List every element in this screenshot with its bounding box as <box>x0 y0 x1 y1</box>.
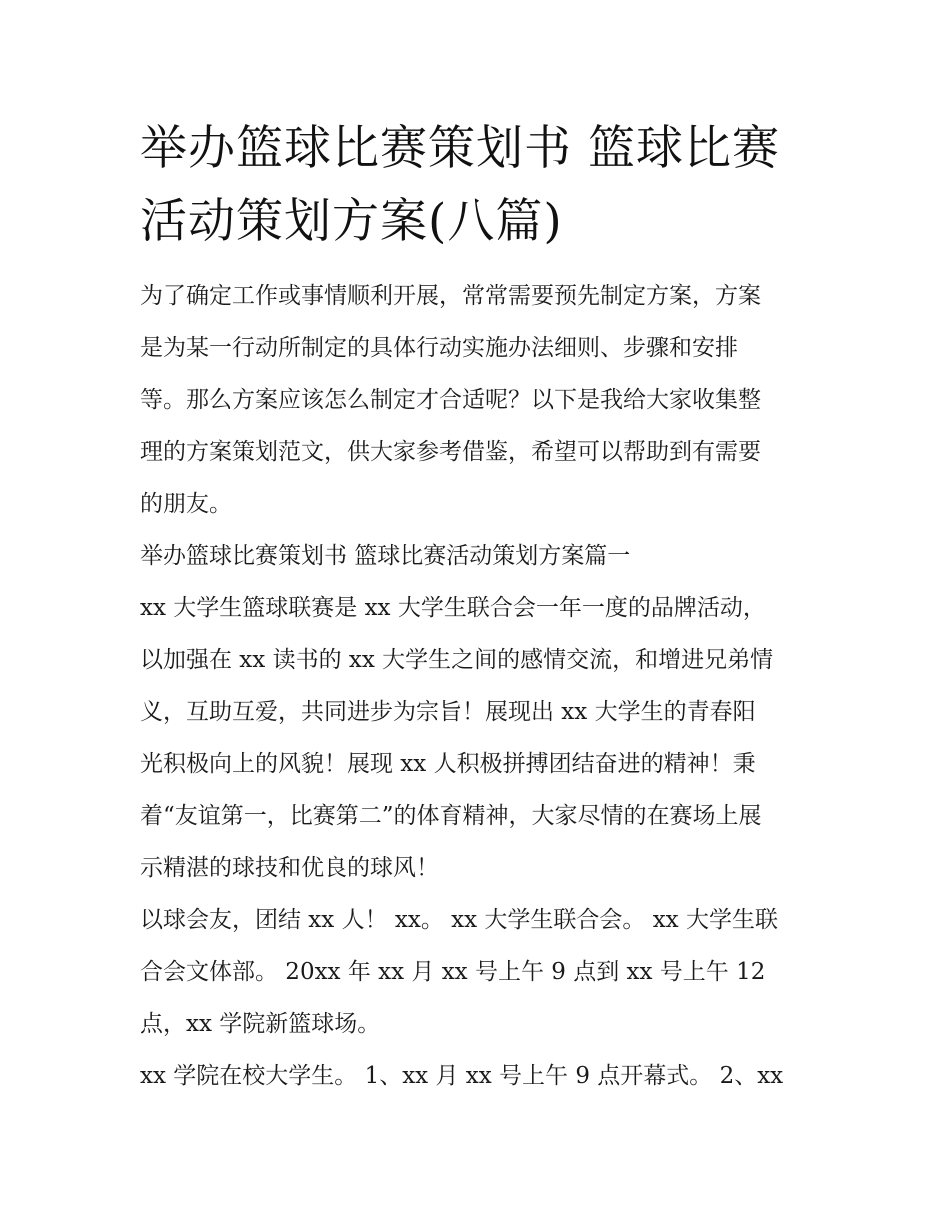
text-line: 是为某一行动所制定的具体行动实施办法细则、步骤和安排 <box>140 335 738 361</box>
text-line: 着“友谊第一，比赛第二”的体育精神，大家尽情的在赛场上展 <box>140 803 762 829</box>
body-paragraph <box>140 894 820 1050</box>
text-line: 的朋友。 <box>140 491 232 517</box>
text-line: 理的方案策划范文，供大家参考借鉴，希望可以帮助到有需要 <box>140 439 761 465</box>
text-line: xx 学院在校大学生。 1、xx 月 xx 号上午 9 点开幕式。 2、xx <box>140 1063 784 1089</box>
body-paragraph <box>140 582 820 894</box>
text-line: 合会文体部。 20xx 年 xx 月 xx 号上午 9 点到 xx 号上午 12 <box>140 959 766 985</box>
document-body <box>140 112 820 1102</box>
text-line: xx 大学生篮球联赛是 xx 大学生联合会一年一度的品牌活动， <box>140 595 766 621</box>
text-line: 示精湛的球技和优良的球风！ <box>140 855 439 881</box>
intro-paragraph <box>140 270 820 530</box>
title-line: 举办篮球比赛策划书 篮球比赛 <box>140 121 780 176</box>
text-line: 点，xx 学院新篮球场。 <box>140 1011 381 1037</box>
document-title <box>140 112 820 258</box>
text-line: 等。那么方案应该怎么制定才合适呢？以下是我给大家收集整 <box>140 387 761 413</box>
text-line: 光积极向上的风貌！展现 xx 人积极拼搏团结奋进的精神！秉 <box>140 751 756 777</box>
text-line: 以球会友，团结 xx 人！ xx。 xx 大学生联合会。 xx 大学生联 <box>140 907 778 933</box>
text-line: 以加强在 xx 读书的 xx 大学生之间的感情交流，和增进兄弟情 <box>140 647 774 673</box>
section-heading: 举办篮球比赛策划书 篮球比赛活动策划方案篇一 <box>140 543 631 569</box>
title-line: 活动策划方案(八篇) <box>140 194 563 249</box>
text-line: 为了确定工作或事情顺利开展，常常需要预先制定方案，方案 <box>140 283 761 309</box>
body-paragraph <box>140 1050 820 1102</box>
text-line: 义，互助互爱，共同进步为宗旨！展现出 xx 大学生的青春阳 <box>140 699 756 725</box>
